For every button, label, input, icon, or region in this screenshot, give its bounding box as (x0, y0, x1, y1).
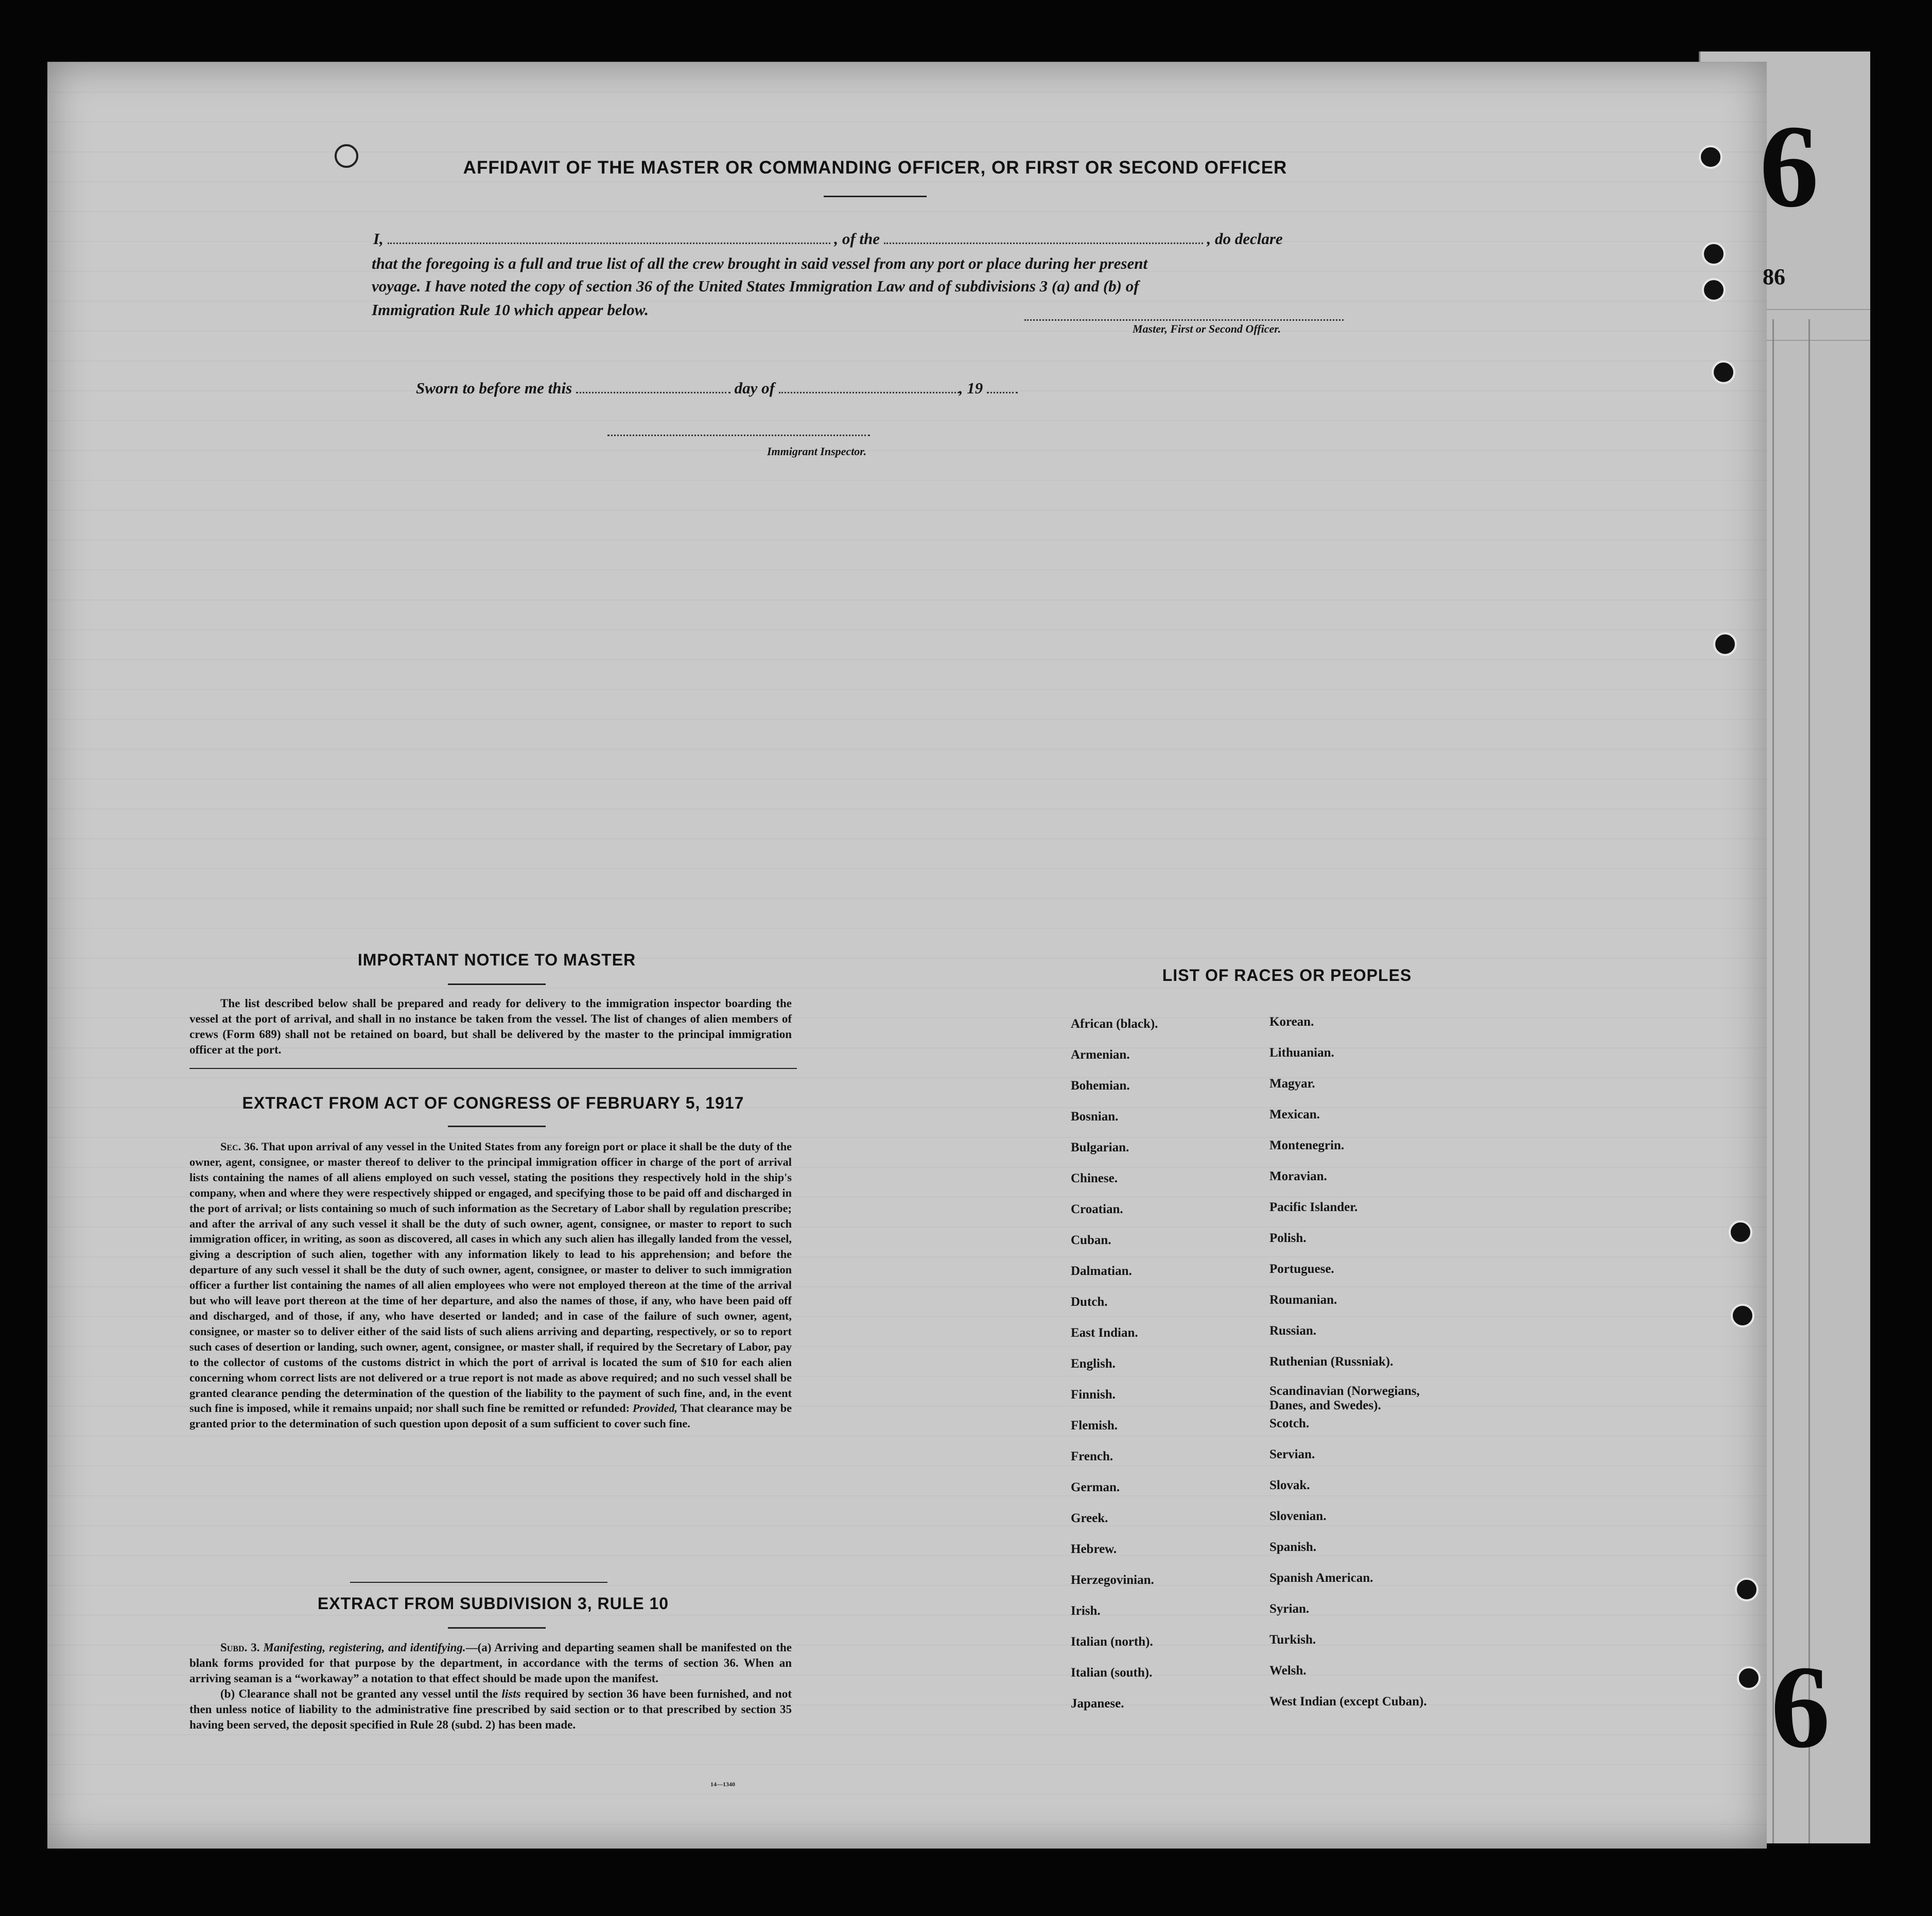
races-column-1 (1071, 1015, 1158, 1726)
rule-para-b-lists: lists (501, 1687, 521, 1700)
races-column-2 (1269, 1013, 1455, 1724)
race-item: Korean. (1269, 1015, 1314, 1029)
race-item: Cuban. (1071, 1233, 1111, 1247)
affidavit-i: I, (373, 230, 384, 248)
race-item: French. (1071, 1449, 1113, 1463)
race-item: German. (1071, 1480, 1120, 1494)
punch-hole (1735, 1578, 1759, 1601)
punch-hole (1731, 1304, 1754, 1327)
year-blank (987, 382, 1018, 393)
race-item: Bohemian. (1071, 1079, 1130, 1093)
race-item: Portuguese. (1269, 1262, 1334, 1276)
race-item: Finnish. (1071, 1388, 1116, 1402)
punch-hole (1702, 242, 1726, 266)
race-item: Lithuanian. (1269, 1046, 1334, 1060)
race-item: Hebrew. (1071, 1542, 1117, 1556)
race-item: Armenian. (1071, 1048, 1130, 1062)
punch-hole (1702, 278, 1726, 302)
month-blank (779, 382, 959, 393)
punch-hole (1729, 1220, 1752, 1244)
race-item: Montenegrin. (1269, 1138, 1345, 1152)
affidavit-of-the: , of the (834, 230, 880, 248)
name-blank (388, 232, 830, 244)
race-item: Ruthenian (Russniak). (1269, 1355, 1394, 1369)
race-item: Roumanian. (1269, 1293, 1337, 1307)
race-item: Slovenian. (1269, 1509, 1327, 1523)
page-number-top: 6 (1760, 100, 1819, 232)
race-item: West Indian (except Cuban). (1269, 1695, 1427, 1708)
race-item: Greek. (1071, 1511, 1108, 1525)
act-rule (448, 1126, 546, 1127)
vessel-blank (884, 232, 1203, 244)
race-item: Scandinavian (Norwegians, Danes, and Swedes). (1269, 1384, 1420, 1412)
side-number: 86 (1763, 264, 1785, 289)
notice-title: IMPORTANT NOTICE TO MASTER (357, 951, 636, 969)
race-item: Spanish American. (1269, 1571, 1373, 1585)
act-body: That upon arrival of any vessel in the United States from any foreign port or place it shall be the duty of the owner, agent, consignee, or master thereof to deliver to the principal immigration officer in charge of the port of arrival lists containing the names of all aliens employed on such vessel, stating the positions they respectively hold in the ship's company, when and where they were respectively shipped or engaged, and specifying those to be paid off and discharged in the port of arrival; or lists containing so much of such information as the Secretary of Labor shall by regulation prescribe; and after the arrival of any such vessel it shall be the duty of such owner, agent, consignee, or master to report to such immigration officer, in writing, as soon as discovered, all cases in which any such alien has illegally landed from the vessel, giving a description of such alien, together with any information likely to lead to his apprehension; and before the departure of any such vessel it shall be the duty of such owner, agent, consignee, or master to deliver to such immigration officer a further list containing the names of all alien employees who were not employed thereon at the time of the arrival but who will leave port thereon at the time of her departure, and also the names of those, if any, who have been paid off and discharged, and of those, if any, who have deserted or landed; and in case of the failure of such owner, agent, consignee, or master so to deliver either of the said lists of such aliens arriving and departing, respectively, or so to report such cases of desertion or landing, such owner, agent, consignee, or master shall, if required by the Secretary of Labor, pay to the collector of customs of the customs district in which the port of arrival is located the sum of $10 for each alien concerning whom correct lists are not delivered or a true report is not made as above required; and no such vessel shall be granted clearance pending the determination of the question of the liability to the payment of such fine, and, in the event such fine is imposed, while it remains unpaid; nor shall such fine be remitted or refunded: (189, 1140, 792, 1415)
races-title: LIST OF RACES OR PEOPLES (1162, 966, 1412, 985)
race-item: Slovak. (1269, 1478, 1310, 1492)
notice-text: The list described below shall be prepared and ready for delivery to the immigration inspector boarding the vessel at the port of arrival, and shall in no instance be taken from the vessel. The list of changes of alien members of crews (Form 689) shall not be retained on board, but shall be delivered by the master to the principal immigration officer at the port. (189, 997, 792, 1056)
rule-para-b-start: (b) Clearance shall not be granted any vessel until the (220, 1687, 498, 1700)
rule-rule (448, 1627, 546, 1629)
affidavit-declare: , do declare (1207, 230, 1283, 248)
race-item: English. (1071, 1357, 1116, 1371)
race-item: Japanese. (1071, 1697, 1124, 1711)
act-text (189, 1139, 792, 1431)
master-label: Master, First or Second Officer. (1133, 322, 1281, 335)
race-item: Bulgarian. (1071, 1141, 1129, 1154)
race-item: Chinese. (1071, 1171, 1118, 1185)
act-body-end: That clearance may be granted prior to the determination of such question upon deposit of a sum sufficient to cover such fine. (189, 1402, 792, 1430)
act-title: EXTRACT FROM ACT OF CONGRESS OF FEBRUARY 5, 1917 (242, 1094, 744, 1112)
affidavit-line-1 (373, 230, 1283, 248)
rule-text (189, 1640, 792, 1733)
race-item: Polish. (1269, 1231, 1307, 1245)
act-bottom-rule (350, 1582, 607, 1583)
race-item: East Indian. (1071, 1326, 1138, 1340)
notice-bottom-rule (189, 1068, 797, 1069)
act-provided-label: Provided, (632, 1402, 678, 1415)
race-item: Italian (south). (1071, 1666, 1153, 1680)
affidavit-line-2: that the foregoing is a full and true list of all the crew brought in said vessel from any port or place during her present (372, 254, 1148, 272)
page-number-bottom: 6 (1771, 1641, 1830, 1772)
rule-subd-heading: Manifesting, registering, and identifying. (263, 1641, 466, 1654)
race-item: Irish. (1071, 1604, 1101, 1618)
race-item: Servian. (1269, 1447, 1315, 1461)
master-signature-line (1024, 319, 1344, 321)
race-item: Bosnian. (1071, 1110, 1119, 1124)
race-item: Dalmatian. (1071, 1264, 1132, 1278)
rule-title: EXTRACT FROM SUBDIVISION 3, RULE 10 (317, 1594, 669, 1613)
race-item: Welsh. (1269, 1664, 1307, 1678)
inspector-label: Immigrant Inspector. (767, 445, 867, 458)
race-item: Turkish. (1269, 1633, 1316, 1647)
punch-hole (1737, 1666, 1761, 1690)
rule-subd-label: Subd. 3. (220, 1641, 260, 1654)
inspector-signature-line (607, 435, 870, 436)
affidavit-title-rule (824, 196, 927, 197)
race-item: Dutch. (1071, 1295, 1108, 1309)
race-item: Syrian. (1269, 1602, 1310, 1616)
race-item: Spanish. (1269, 1540, 1317, 1554)
affidavit-line-3: voyage. I have noted the copy of section 36 of the United States Immigration Law and of subdivisions 3 (a) and (b) of (372, 277, 1139, 295)
sworn-year: , 19 (959, 379, 983, 397)
race-item: African (black). (1071, 1017, 1158, 1031)
race-item: Scotch. (1269, 1417, 1310, 1430)
punch-hole (1699, 145, 1722, 169)
sworn-line (416, 379, 1018, 398)
notice-rule (448, 983, 546, 985)
form-code: 14—1340 (710, 1781, 735, 1788)
day-blank (576, 382, 730, 393)
race-item: Croatian. (1071, 1202, 1123, 1216)
act-sec-label: Sec. 36. (220, 1140, 259, 1153)
punch-hole-top-left (335, 144, 358, 168)
race-item: Magyar. (1269, 1077, 1315, 1091)
sworn-prefix: Sworn to before me this (416, 379, 572, 397)
punch-hole (1712, 360, 1735, 384)
race-item: Herzegovinian. (1071, 1573, 1154, 1587)
affidavit-line-4: Immigration Rule 10 which appear below. (372, 301, 649, 319)
sworn-day-of: day of (734, 379, 775, 397)
race-item: Russian. (1269, 1324, 1317, 1338)
race-item: Pacific Islander. (1269, 1200, 1358, 1214)
race-item: Moravian. (1269, 1169, 1327, 1183)
race-item: Mexican. (1269, 1108, 1320, 1121)
race-item: Flemish. (1071, 1419, 1118, 1432)
rule-para-a: —(a) Arriving and departing seamen shall be manifested on the blank forms provided for that purpose by the department, in accordance with the terms of section 36. When an arriving seaman is a “workaway” a notation to that effect should be made upon the manifest. (189, 1641, 792, 1685)
race-item: Italian (north). (1071, 1635, 1153, 1649)
affidavit-title: AFFIDAVIT OF THE MASTER OR COMMANDING OFFICER, OR FIRST OR SECOND OFFICER (463, 158, 1287, 178)
rule-para-b-end: required by section 36 have been furnished, and not then unless notice of liability to the administrative fine prescribed by said section or to that prescribed by section 35 having been served, the deposit specified in Rule 28 (subd. 2) has been made. (189, 1687, 792, 1731)
punch-hole (1713, 632, 1737, 656)
